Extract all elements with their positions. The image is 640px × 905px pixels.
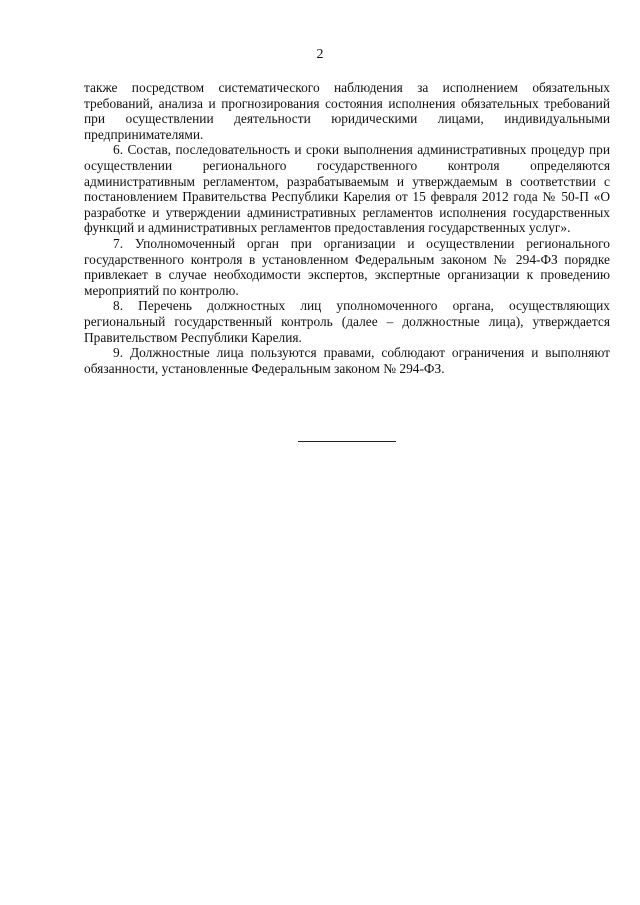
paragraph-item-9: 9. Должностные лица пользуются правами, соблюдают ограничения и выполняют обязанности, установленные Федеральным законом № 294-ФЗ. [84,345,610,376]
paragraph-item-7: 7. Уполномоченный орган при организации и осуществлении регионального государственного контроля в установленном Федеральным законом № 294-ФЗ порядке привлекает в случае необходимости экспертов, экспертные организации к проведению мероприятий по контролю. [84,235,610,298]
paragraph-item-6: 6. Состав, последовательность и сроки выполнения административных процедур при осуществлении регионального государственного контроля определяются административным регламентом, разрабатываемым и утверждаемым в соответствии с постановлением Правительства Республики Карелия от 15 февраля 2012 года № 50-П «О разработке и утверждении административных регламентов исполнения государственных функций и административных регламентов предоставления государственных услуг». [84,142,610,236]
paragraph-item-8: 8. Перечень должностных лиц уполномоченного органа, осуществляющих региональный государственный контроль (далее – должностные лица), утверждается Правительством Республики Карелия. [84,298,610,345]
paragraph-continuation: также посредством систематического наблюдения за исполнением обязательных требований, анализа и прогнозирования состояния исполнения обязательных требований при осуществлении деятельности юридическими лицами, индивидуальными предпринимателями. [84,80,610,142]
end-divider [298,441,396,442]
page-number: 2 [316,47,324,62]
document-body [84,80,610,376]
